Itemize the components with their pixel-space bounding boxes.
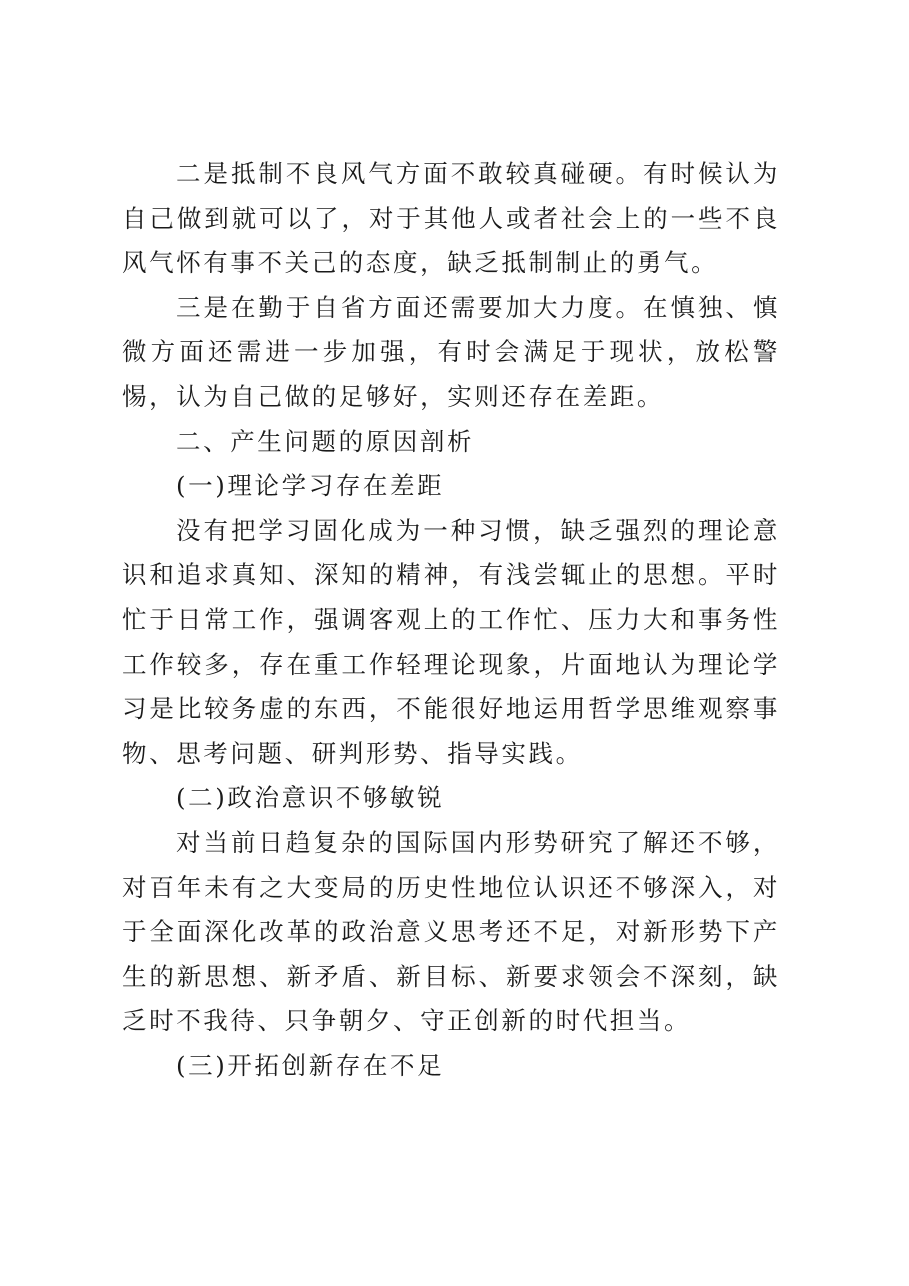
subheading-innovation: (三)开拓创新存在不足 — [176, 1050, 445, 1080]
subheading-theory-study: (一)理论学习存在差距 — [176, 471, 445, 501]
paragraph-political-awareness: 对当前日趋复杂的国际国内形势研究了解还不够，对百年未有之大变局的历史性地位认识还不够深入，对于全面深化改革的政治意义思考还不足，对新形势下产生的新思想、新矛盾、新目标、新要求领会不深刻，缺乏时不我待、只争朝夕、守正创新的时代担当。 — [122, 827, 780, 1036]
document-body — [122, 152, 780, 1088]
paragraph-theory-study: 没有把学习固化成为一种习惯，缺乏强烈的理论意识和追求真知、深知的精神，有浅尝辄止的思想。平时忙于日常工作，强调客观上的工作忙、压力大和事务性工作较多，存在重工作轻理论现象，片面地认为理论学习是比较务虚的东西，不能很好地运用哲学思维观察事物、思考问题、研判形势、指导实践。 — [122, 515, 780, 768]
subheading-political-awareness: (二)政治意识不够敏锐 — [176, 783, 445, 813]
paragraph-resisting-bad-practices: 二是抵制不良风气方面不敢较真碰硬。有时候认为自己做到就可以了，对于其他人或者社会上的一些不良风气怀有事不关己的态度，缺乏抵制制止的勇气。 — [122, 159, 780, 278]
paragraph-self-reflection: 三是在勤于自省方面还需要加大力度。在慎独、慎微方面还需进一步加强，有时会满足于现状，放松警惕，认为自己做的足够好，实则还存在差距。 — [122, 292, 780, 411]
section-heading-cause-analysis: 二、产生问题的原因剖析 — [176, 426, 475, 456]
